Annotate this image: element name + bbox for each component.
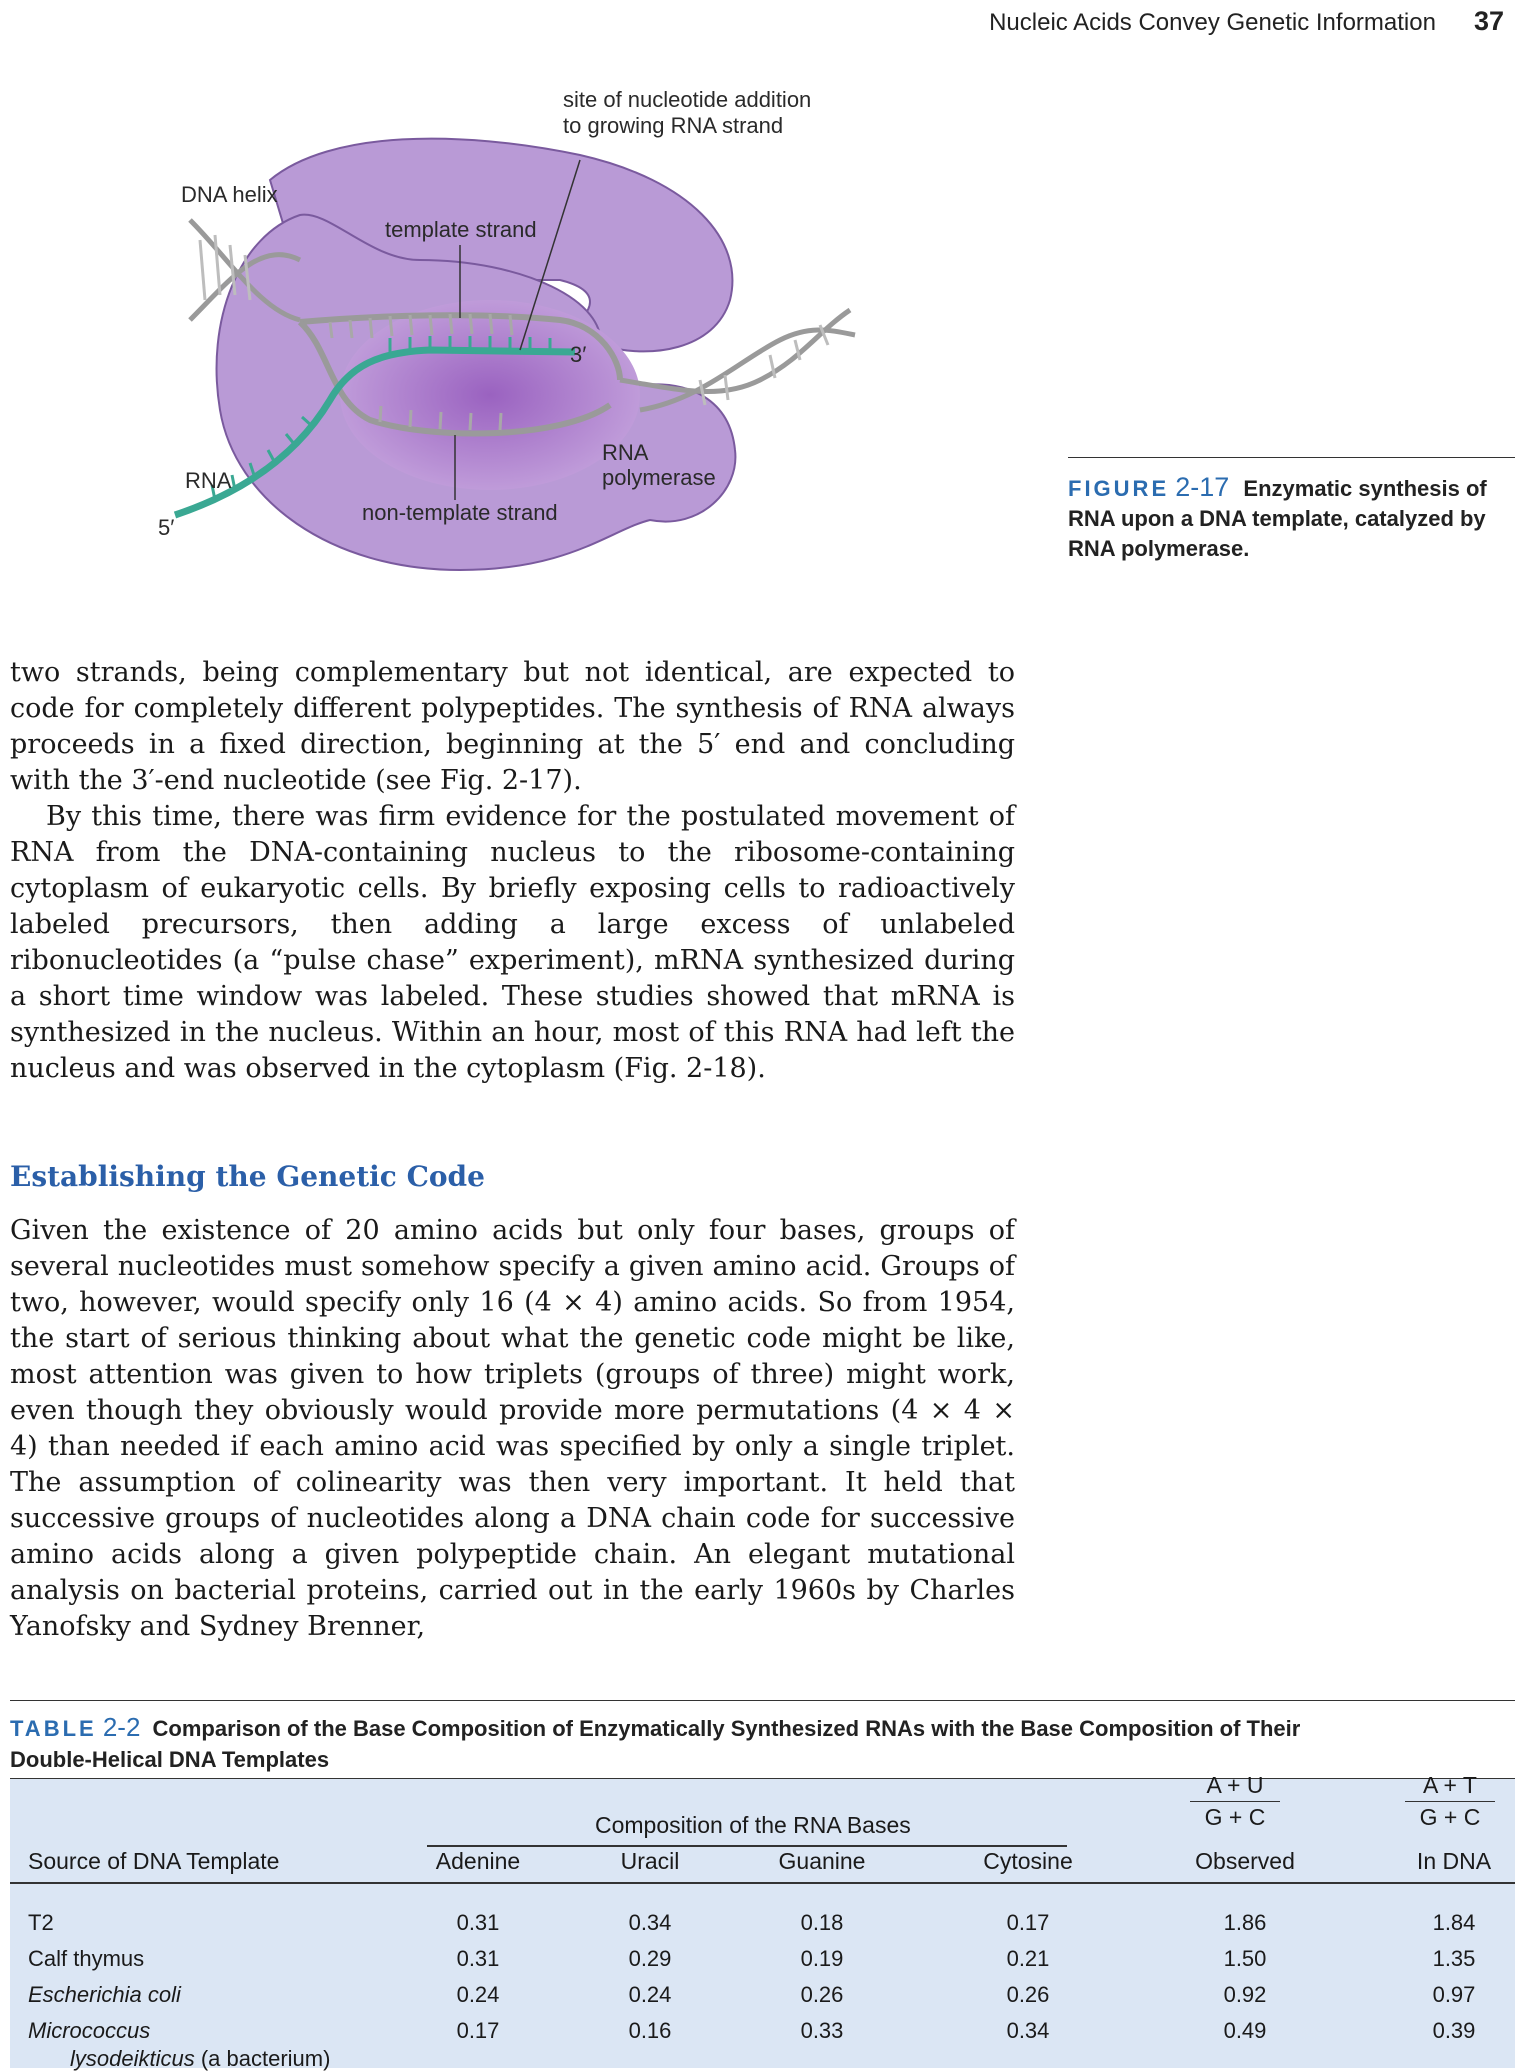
cell-source: Calf thymus [28,1946,145,1971]
cell-cytosine: 0.17 [1006,1910,1050,1935]
cell-guanine: 0.33 [800,2018,844,2043]
cell-adenine: 0.17 [456,2018,500,2043]
header-source: Source of DNA Template [28,1848,280,1874]
group-header: Composition of the RNA Bases [595,1812,911,1838]
ratio-dna-denominator: G + C [1419,1804,1481,1830]
label-dna-helix: DNA helix [181,182,278,207]
cell-source: Escherichia coli [28,1982,181,2007]
cell-source-line2-name: lysodeikticus [70,2046,195,2071]
cell-observed: 1.86 [1223,1910,1267,1935]
group-header-rule [427,1845,1067,1847]
ratio-observed [1190,1772,1280,1831]
paragraph-2: By this time, there was firm evidence for the postulated movement of RNA from the DNA-containing nucleus to the ribosome-containing cytoplasm of eukaryotic cells. By briefly exposing cells to radioactively labeled precursors, then adding a large excess of unlabeled ribonucleotides (a “pulse chase” experiment), mRNA synthesized during a short time window was labeled. These studies showed that mRNA is synthesized in the nucleus. Within an hour, most of this RNA had left the nucleus and was observed in the cytoplasm (Fig. 2-18). [10,801,1015,1084]
figure-caption [1068,472,1518,564]
header-adenine: Adenine [435,1848,521,1874]
caption-label: FIGURE [1068,476,1170,501]
cell-uracil: 0.29 [628,1946,672,1971]
rna-polymerase-diagram [0,60,1070,620]
cell-adenine: 0.24 [456,1982,500,2007]
cell-adenine: 0.31 [456,1946,500,1971]
ratio-observed-denominator: G + C [1204,1804,1266,1830]
label-site-line2: to growing RNA strand [563,113,784,138]
cell-in-dna: 0.97 [1432,1982,1476,2007]
header-observed: Observed [1195,1848,1295,1874]
label-rna-polymerase-line1: RNA [602,440,649,465]
cell-uracil: 0.16 [628,2018,672,2043]
table-title [10,1712,1310,1775]
cell-observed: 1.50 [1223,1946,1267,1971]
paragraph-3: Given the existence of 20 amino acids but only four bases, groups of several nucleotides must somehow specify a given amino acid. Groups of two, however, would specify only 16 (4 × 4) amino acids. So from 1954, the start of serious thinking about what the genetic code might be like, most attention was given to how triplets (groups of three) might work, even though they obviously would provide more permutations (4 × 4 × 4) than needed if each amino acid was specified by only a single triplet. The assumption of colinearity was then very important. It held that successive groups of nucleotides along a DNA chain code for successive amino acids along a given polypeptide chain. An elegant mutational analysis on bacterial proteins, carried out in the early 1960s by Charles Yanofsky and Sydney Brenner, [10,1215,1015,1642]
cell-observed: 0.49 [1223,2018,1267,2043]
cell-cytosine: 0.21 [1006,1946,1050,1971]
cell-adenine: 0.31 [456,1910,500,1935]
label-three-prime: 3′ [570,342,587,367]
cell-in-dna: 1.35 [1432,1946,1476,1971]
page-number: 37 [1473,6,1504,36]
ratio-dna-numerator: A + T [1405,1772,1495,1802]
caption-rule [1068,457,1515,458]
running-head-title: Nucleic Acids Convey Genetic Information [989,9,1436,36]
caption-text: Enzymatic synthesis of RNA upon a DNA template, catalyzed by RNA polymerase. [1068,476,1487,561]
caption-number: 2-17 [1175,472,1230,502]
body-text-section [10,1213,1015,1645]
table-header-rule [10,1882,1515,1884]
cell-uracil: 0.24 [628,1982,672,2007]
cell-guanine: 0.18 [800,1910,844,1935]
cell-in-dna: 1.84 [1432,1910,1476,1935]
label-non-template-strand: non-template strand [362,500,558,525]
paragraph-1: two strands, being complementary but not identical, are expected to code for completely different polypeptides. The synthesis of RNA always proceeds in a fixed direction, beginning at the 5′ end and concluding with the 3′-end nucleotide (see Fig. 2-17). [10,657,1015,796]
header-cytosine: Cytosine [983,1848,1073,1874]
section-heading: Establishing the Genetic Code [10,1160,485,1193]
cell-guanine: 0.19 [800,1946,844,1971]
table-number: 2-2 [102,1712,141,1742]
table-title-text: Comparison of the Base Composition of Enzymatically Synthesized RNAs with the Base Composition of Their Double-Helical DNA Templates [10,1716,1301,1772]
label-rna-polymerase-line2: polymerase [602,465,716,490]
cell-cytosine: 0.34 [1006,2018,1050,2043]
cell-in-dna: 0.39 [1432,2018,1476,2043]
cell-guanine: 0.26 [800,1982,844,2007]
cell-source-line2 [70,2046,330,2072]
header-uracil: Uracil [620,1848,680,1874]
ratio-dna [1405,1772,1495,1831]
ratio-observed-numerator: A + U [1190,1772,1280,1802]
header-in-dna: In DNA [1416,1848,1492,1874]
cell-source: T2 [28,1910,54,1935]
body-text-top [10,655,1015,1087]
table-top-rule [10,1700,1515,1701]
cell-cytosine: 0.26 [1006,1982,1050,2007]
cell-uracil: 0.34 [628,1910,672,1935]
label-template-strand: template strand [385,217,537,242]
label-five-prime: 5′ [158,515,175,540]
header-guanine: Guanine [778,1848,866,1874]
figure-2-17 [0,60,1070,620]
label-rna: RNA [185,468,232,493]
running-head [989,6,1504,37]
cell-source: Micrococcus [28,2018,151,2043]
cell-observed: 0.92 [1223,1982,1267,2007]
label-site-line1: site of nucleotide addition [563,87,812,112]
table-label: TABLE [10,1716,97,1741]
cell-source-line2-suffix: (a bacterium) [194,2046,331,2071]
